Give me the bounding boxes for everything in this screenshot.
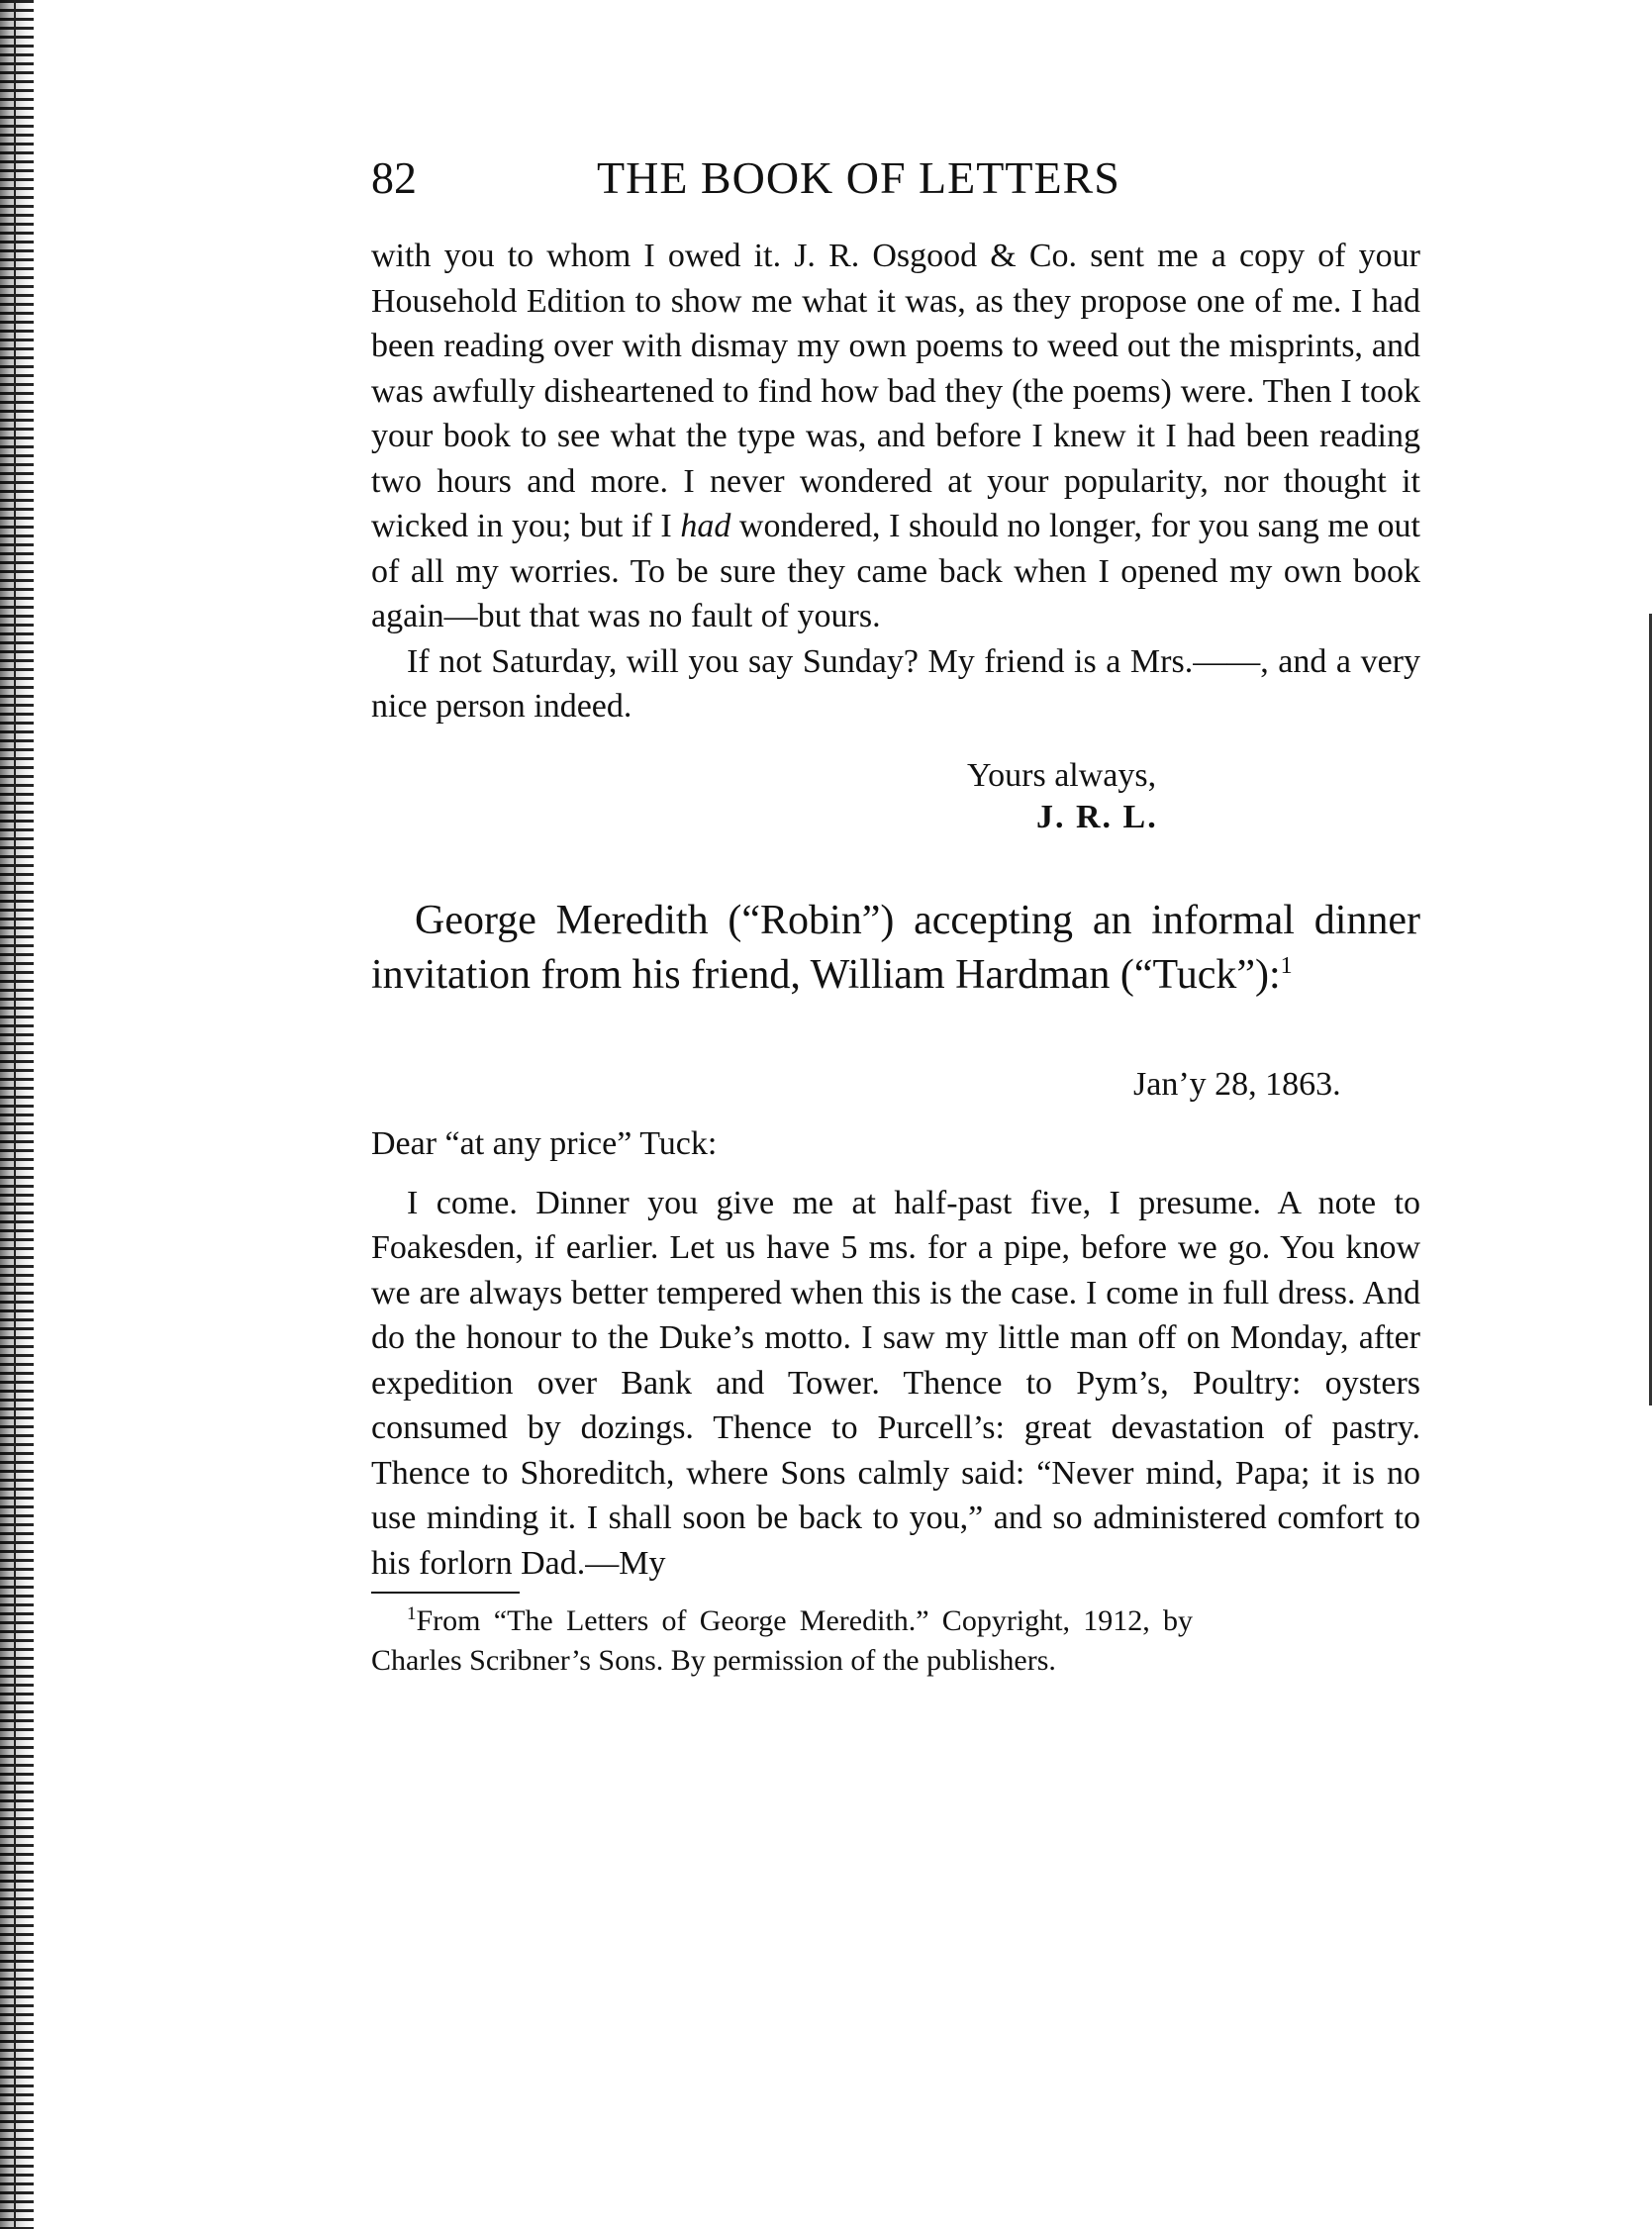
letter2-body: I come. Dinner you give me at half-past five, I presume. A note to Foakesden, if earlier. Let us have 5 ms. for a pipe, before we go. You know we are always better tempered when this is the case. I come in full dress. And do the honour to the Duke’s motto. I saw my little man off on Monday, after expedition over Bank and Tower. Thence to Pym’s, Poultry: oysters consumed by dozings. Thence to Purcell’s: great devastation of pastry. Thence to Shoreditch, where Sons calmly said: “Never mind, Papa; it is no use minding it. I shall soon be back to you,” and so administered comfort to his forlorn Dad.—My	[371, 1184, 1420, 1582]
page-body	[371, 234, 1420, 1681]
binding-line	[14, 0, 16, 2229]
section-heading	[371, 894, 1420, 1003]
section-heading-text: George Meredith (“Robin”) accepting an informal dinner invitation from his friend, William Hardman (“Tuck”):	[371, 897, 1420, 998]
scanned-binding-edge	[0, 0, 34, 2229]
letter1-paragraph2: If not Saturday, will you say Sunday? My friend is a Mrs.——, and a very nice person indeed.	[371, 642, 1420, 725]
page-number: 82	[371, 152, 417, 203]
running-title: THE BOOK OF LETTERS	[597, 152, 1120, 203]
book-page	[371, 0, 1420, 2229]
letter2-date: Jan’y 28, 1863.	[1133, 1065, 1341, 1103]
footnote-text: From “The Letters of George Meredith.” Copyright, 1912, by Charles Scribner’s Sons. By permission of the publishers.	[371, 1604, 1193, 1677]
running-head	[371, 148, 1420, 208]
letter1-signature: J. R. L.	[1036, 798, 1158, 835]
footnote-mark: 1	[407, 1603, 417, 1624]
section-heading-footnote-mark: 1	[1280, 952, 1293, 979]
footnote	[371, 1601, 1193, 1681]
letter1-text-part2: wondered, I should no longer, for you sang me out of all my worries. To be sure they came back when I opened my own book again—but that was no fault of yours.	[371, 508, 1420, 634]
footnote-rule	[371, 1592, 520, 1594]
letter1-emphasis: had	[680, 508, 731, 544]
letter1-text-part1: with you to whom I owed it. J. R. Osgood & Co. sent me a copy of your Household Edition to show me what it was, as they propose one of me. I had been reading over with dismay my own poems to weed out the misprints, and was awfully disheartened to find how bad they (the poems) were. Then I took your book to see what the type was, and before I knew it I had been reading two hours and more. I never wondered at your popularity, nor thought it wicked in you; but if I	[371, 238, 1420, 544]
letter1-signoff	[371, 755, 1420, 838]
letter1-paragraph1	[371, 234, 1420, 639]
letter2-salutation: Dear “at any price” Tuck:	[371, 1124, 718, 1162]
letter1-closing: Yours always,	[967, 756, 1157, 794]
